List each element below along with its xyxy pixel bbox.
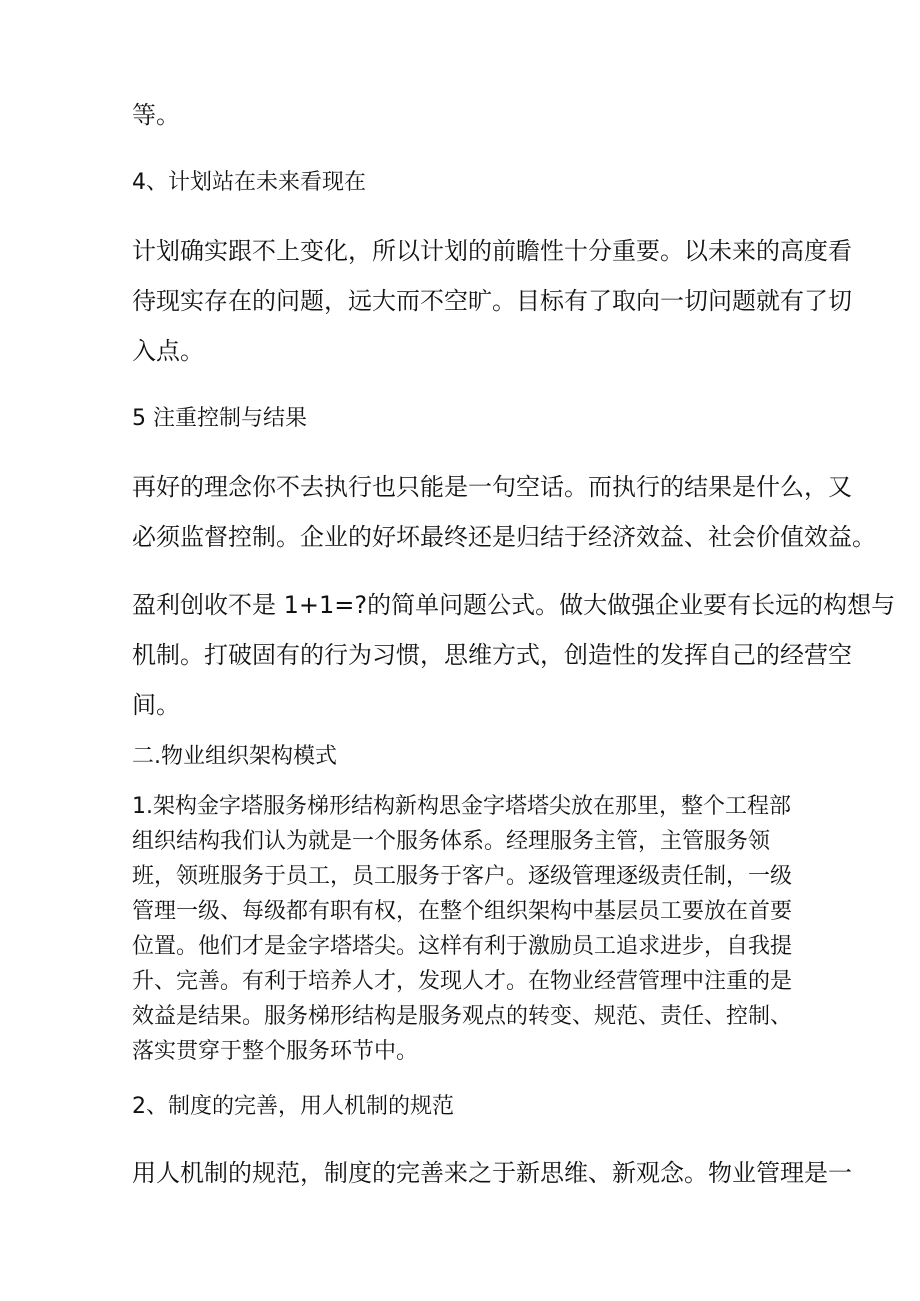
body-line: 再好的理念你不去执行也只能是一句空话。而执行的结果是什么，又 — [132, 473, 852, 501]
section-heading-4: 4、计划站在未来看现在 — [132, 170, 366, 195]
body-line: 间。 — [132, 691, 180, 719]
body-line: 管理一级、每级都有职有权，在整个组织架构中基层员工要放在首要 — [132, 899, 793, 924]
section-heading-2: 2、制度的完善，用人机制的规范 — [132, 1094, 454, 1119]
body-line: 盈利创收不是 1+1=?的简单问题公式。做大做强企业要有长远的构想与 — [132, 591, 896, 619]
body-line: 位置。他们才是金字塔塔尖。这样有利于激励员工追求进步，自我提 — [132, 934, 793, 959]
body-line: 用人机制的规范，制度的完善来之于新思维、新观念。物业管理是一 — [132, 1159, 852, 1187]
section-heading-5: 5 注重控制与结果 — [132, 406, 307, 431]
body-line: 组织结构我们认为就是一个服务体系。经理服务主管，主管服务领 — [132, 829, 771, 854]
body-line: 班，领班服务于员工，员工服务于客户。逐级管理逐级责任制，一级 — [132, 864, 793, 889]
paragraph-ending-line: 等。 — [132, 101, 180, 129]
body-line: 效益是结果。服务梯形结构是服务观点的转变、规范、责任、控制、 — [132, 1004, 793, 1029]
section-heading-org: 二.物业组织架构模式 — [132, 744, 337, 769]
body-line: 入点。 — [132, 337, 204, 365]
body-line: 机制。打破固有的行为习惯，思维方式，创造性的发挥自己的经营空 — [132, 641, 852, 669]
body-line: 计划确实跟不上变化，所以计划的前瞻性十分重要。以未来的高度看 — [132, 237, 852, 265]
body-line: 落实贯穿于整个服务环节中。 — [132, 1039, 419, 1064]
body-line: 待现实存在的问题，远大而不空旷。目标有了取向一切问题就有了切 — [132, 287, 852, 315]
body-line: 必须监督控制。企业的好坏最终还是归结于经济效益、社会价值效益。 — [132, 523, 876, 551]
body-line: 升、完善。有利于培养人才，发现人才。在物业经营管理中注重的是 — [132, 969, 793, 994]
body-line: 1.架构金字塔服务梯形结构新构思金字塔塔尖放在那里，整个工程部 — [132, 794, 791, 819]
